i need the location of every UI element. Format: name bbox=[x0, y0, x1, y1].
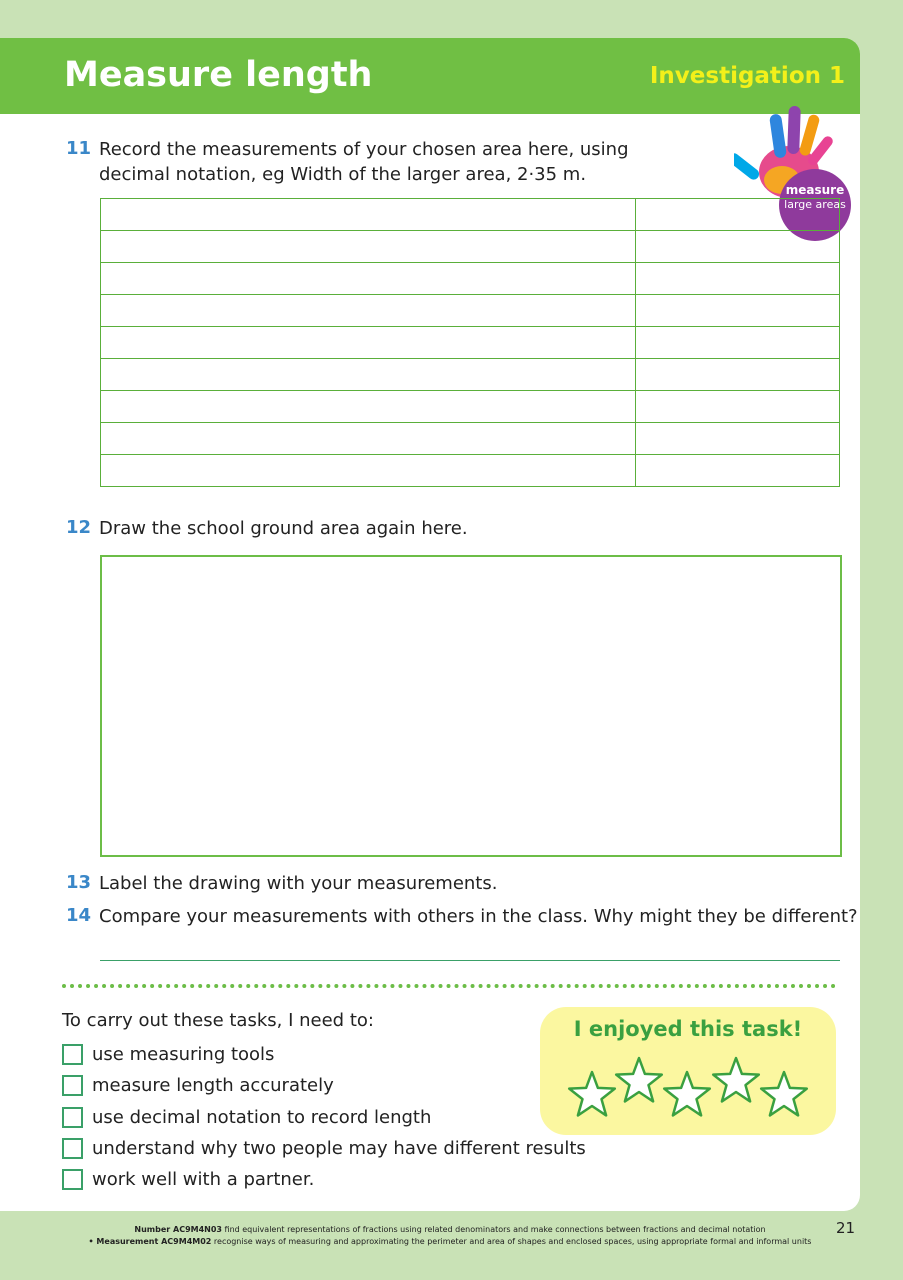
measurement-name-cell[interactable] bbox=[101, 199, 636, 231]
checklist-label: understand why two people may have different results bbox=[92, 1138, 586, 1160]
measurements-table bbox=[100, 198, 840, 487]
measurement-value-cell[interactable] bbox=[636, 231, 840, 263]
question-number: 14 bbox=[66, 905, 92, 926]
checklist-item bbox=[62, 1164, 586, 1195]
enjoy-title: I enjoyed this task! bbox=[573, 1017, 803, 1041]
measurement-name-cell[interactable] bbox=[101, 391, 636, 423]
checklist bbox=[62, 1039, 586, 1195]
curriculum-desc: find equivalent representations of fractions using related denominators and make connections between fractions and decimal notation bbox=[221, 1225, 766, 1234]
checklist-item bbox=[62, 1133, 586, 1164]
table-row bbox=[101, 263, 840, 295]
table-row bbox=[101, 199, 840, 231]
table-row bbox=[101, 455, 840, 487]
table-row bbox=[101, 295, 840, 327]
drawing-area[interactable] bbox=[100, 555, 842, 857]
checklist-label: use decimal notation to record length bbox=[92, 1106, 432, 1128]
star-icon[interactable] bbox=[613, 1055, 665, 1107]
measurement-value-cell[interactable] bbox=[636, 295, 840, 327]
checkbox[interactable] bbox=[62, 1169, 83, 1190]
star-icon[interactable] bbox=[661, 1069, 713, 1121]
measurement-value-cell[interactable] bbox=[636, 423, 840, 455]
star-icon[interactable] bbox=[566, 1069, 618, 1121]
checklist-label: use measuring tools bbox=[92, 1044, 275, 1066]
checklist-item bbox=[62, 1039, 586, 1070]
measurement-value-cell[interactable] bbox=[636, 455, 840, 487]
checklist-label: measure length accurately bbox=[92, 1075, 334, 1097]
table-row bbox=[101, 391, 840, 423]
measurement-value-cell[interactable] bbox=[636, 359, 840, 391]
curriculum-line-2 bbox=[60, 1236, 840, 1247]
curriculum-desc: recognise ways of measuring and approximating the perimeter and area of shapes and enclosed spaces, using appropriate formal and informal units bbox=[211, 1237, 812, 1246]
page-title: Measure length bbox=[64, 55, 373, 95]
checkbox[interactable] bbox=[62, 1044, 83, 1065]
dotted-divider bbox=[62, 984, 836, 988]
curriculum-line-1 bbox=[60, 1224, 840, 1235]
enjoy-rating-panel bbox=[540, 1007, 836, 1135]
question-text: Compare your measurements with others in the class. Why might they be different? bbox=[99, 906, 858, 927]
star-icon[interactable] bbox=[758, 1069, 810, 1121]
table-row bbox=[101, 423, 840, 455]
checkbox[interactable] bbox=[62, 1075, 83, 1096]
answer-line[interactable] bbox=[100, 960, 840, 961]
checklist-label: work well with a partner. bbox=[92, 1169, 315, 1191]
checklist-item bbox=[62, 1102, 586, 1133]
measurement-name-cell[interactable] bbox=[101, 359, 636, 391]
measurement-name-cell[interactable] bbox=[101, 455, 636, 487]
star-icon[interactable] bbox=[710, 1055, 762, 1107]
measurement-name-cell[interactable] bbox=[101, 423, 636, 455]
measurement-name-cell[interactable] bbox=[101, 263, 636, 295]
question-text: Draw the school ground area again here. bbox=[99, 518, 468, 539]
badge-line1: measure bbox=[785, 183, 845, 197]
curriculum-code: Number AC9M4N03 bbox=[134, 1225, 222, 1234]
measurement-value-cell[interactable] bbox=[636, 199, 840, 231]
badge-line2: large areas bbox=[784, 198, 846, 211]
checkbox[interactable] bbox=[62, 1107, 83, 1128]
question-text: Label the drawing with your measurements. bbox=[99, 873, 498, 894]
checklist-heading: To carry out these tasks, I need to: bbox=[62, 1010, 374, 1031]
table-row bbox=[101, 231, 840, 263]
question-text: Record the measurements of your chosen area here, using decimal notation, eg Width of the larger area, 2·35 m. bbox=[99, 139, 629, 185]
table-row bbox=[101, 359, 840, 391]
measurement-value-cell[interactable] bbox=[636, 391, 840, 423]
table-row bbox=[101, 327, 840, 359]
question-number: 11 bbox=[66, 138, 92, 159]
measurement-value-cell[interactable] bbox=[636, 263, 840, 295]
investigation-label: Investigation 1 bbox=[649, 63, 845, 89]
measurement-name-cell[interactable] bbox=[101, 327, 636, 359]
question-number: 12 bbox=[66, 517, 92, 538]
question-number: 13 bbox=[66, 872, 92, 893]
page-number: 21 bbox=[836, 1219, 856, 1237]
measurement-value-cell[interactable] bbox=[636, 327, 840, 359]
measurement-name-cell[interactable] bbox=[101, 231, 636, 263]
checkbox[interactable] bbox=[62, 1138, 83, 1159]
measurement-name-cell[interactable] bbox=[101, 295, 636, 327]
curriculum-code: • Measurement AC9M4M02 bbox=[88, 1237, 212, 1246]
checklist-item bbox=[62, 1070, 586, 1101]
